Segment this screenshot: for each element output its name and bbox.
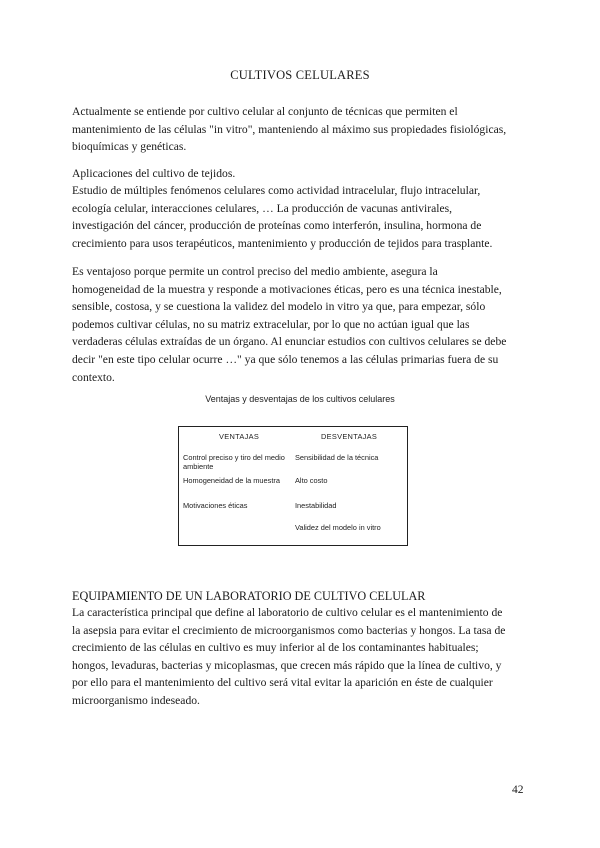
text-line: decir "en este tipo celular ocurre …" ya que sólo tenemos a las células primarias fuera de su xyxy=(72,352,499,366)
page-title: CULTIVOS CELULARES xyxy=(230,68,370,82)
advantages-paragraph xyxy=(72,263,528,386)
applications-heading xyxy=(72,165,528,183)
text-line: microorganismo indeseado. xyxy=(72,693,200,707)
text-line: Es ventajoso porque permite un control preciso del medio ambiente, asegura la xyxy=(72,265,438,278)
text-line: homogeneidad de la muestra y responde a motivaciones éticas, pero es una técnica inestable, xyxy=(72,282,502,296)
text-line: Aplicaciones del cultivo de tejidos. xyxy=(72,167,236,180)
text-line: ecología celular, interacciones celulares, … La producción de vacunas antivirales, xyxy=(72,201,453,215)
text-line: contexto. xyxy=(72,370,115,384)
column-header-advantages: VENTAJAS xyxy=(219,432,260,441)
table-cell: Alto costo xyxy=(295,476,328,485)
laboratory-paragraph xyxy=(72,604,528,710)
text-line: crecimiento para usos terapéuticos, mantenimiento y producción de tejidos para trasplante. xyxy=(72,236,493,250)
text-line: por ello para el mantenimiento del cultivo será vital evitar la aparición en éste de cualquier xyxy=(72,676,493,690)
advantages-table xyxy=(178,426,408,546)
text-line: Estudio de múltiples fenómenos celulares como actividad intracelular, flujo intracelular, xyxy=(72,184,481,197)
text-line: La característica principal que define al laboratorio de cultivo celular es el mantenimiento de xyxy=(72,606,503,619)
text-line: crecimiento de las células en cultivo es muy inferior al de los contaminantes habituales; xyxy=(72,641,479,655)
table-cell: Sensibilidad de la técnica xyxy=(295,453,379,462)
text-line: investigación del cáncer, producción de proteínas como interferón, insulina, hormona de xyxy=(72,219,482,233)
text-line: hongos, levaduras, bacterias y micoplasmas, que crecen más rápido que la línea de cultivo, y xyxy=(72,658,502,672)
table-cell: Motivaciones éticas xyxy=(183,501,248,510)
text-line: Actualmente se entiende por cultivo celular al conjunto de técnicas que permiten el xyxy=(72,105,458,118)
figure-title: Ventajas y desventajas de los cultivos celulares xyxy=(205,394,395,404)
table-cell: Control preciso y tiro del medio ambiente xyxy=(183,453,285,471)
text-line: verdaderas células extraídas de un órgano. Al enunciar estudios con cultivos celulares se debe xyxy=(72,335,507,349)
text-line: bioquímicas y genéticas. xyxy=(72,140,187,154)
applications-paragraph xyxy=(72,182,528,252)
section-heading: EQUIPAMIENTO DE UN LABORATORIO DE CULTIVO CELULAR xyxy=(72,589,426,603)
text-line: sensible, costosa, y se cuestiona la validez del modelo in vitro ya que, para empezar, sólo xyxy=(72,300,486,314)
text-line: podemos cultivar células, no su matriz extracelular, por lo que no actúan igual que las xyxy=(72,317,470,331)
table-cell: Homogeneidad de la muestra xyxy=(183,476,280,485)
text-line: la asepsia para evitar el crecimiento de microorganismos como bacterias y hongos. La tasa de xyxy=(72,623,506,637)
table-cell: Validez del modelo in vitro xyxy=(295,523,381,532)
table-cell: Inestabilidad xyxy=(295,501,337,510)
text-line: mantenimiento de las células "in vitro", manteniendo al máximo sus propiedades fisiológicas, xyxy=(72,122,507,136)
page-number: 42 xyxy=(512,784,524,796)
intro-paragraph xyxy=(72,103,528,156)
column-header-disadvantages: DESVENTAJAS xyxy=(321,432,378,441)
